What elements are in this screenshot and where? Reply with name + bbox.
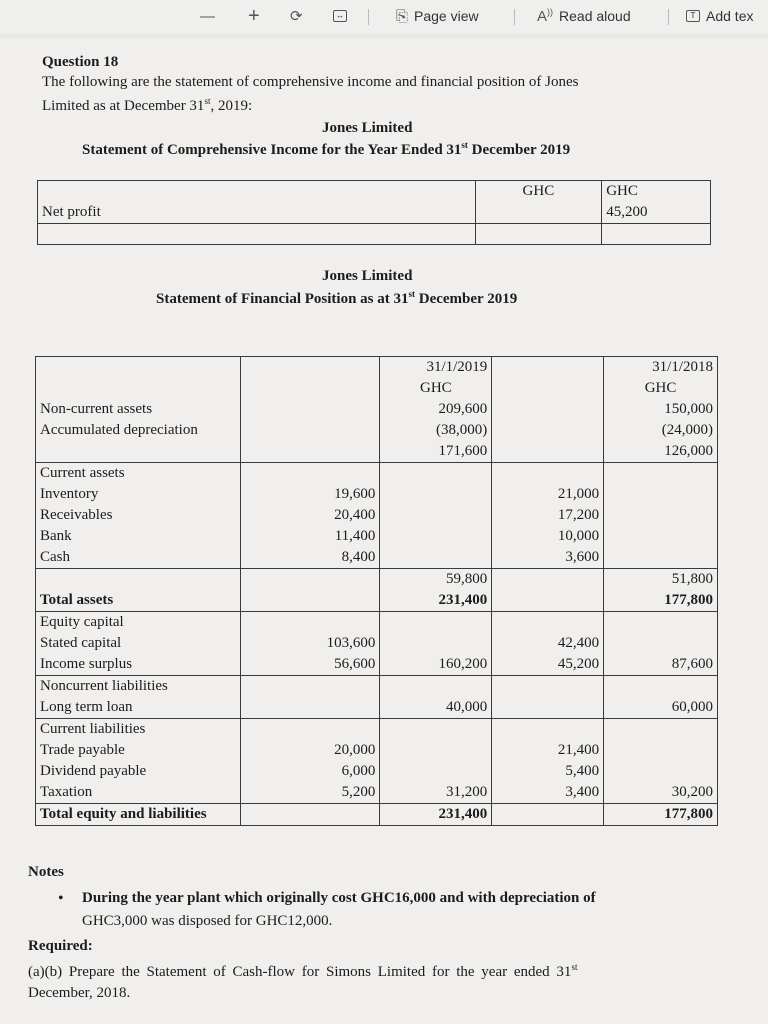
equity-2018-total: 87,600 bbox=[671, 656, 713, 672]
empty-cell bbox=[380, 463, 492, 569]
dividend-payable-2018: 5,400 bbox=[565, 763, 600, 779]
income-col2-header: GHC bbox=[606, 183, 638, 199]
noncurrent-2018-net: 126,000 bbox=[664, 443, 713, 459]
reader-toolbar bbox=[0, 0, 768, 34]
current-assets-heading: Current assets bbox=[40, 465, 125, 481]
col-2019-cell bbox=[380, 357, 492, 463]
dividend-payable-label: Dividend payable bbox=[40, 763, 147, 779]
notes-heading: Notes bbox=[28, 864, 64, 880]
long-term-loan-label: Long term loan bbox=[40, 699, 133, 715]
required-line1: (a)(b) Prepare the Statement of Cash-flow for Simons Limited for the year ended 31st bbox=[28, 962, 578, 980]
income-label-cell bbox=[38, 181, 476, 224]
required-heading: Required: bbox=[28, 938, 93, 954]
date-2019-header: 31/1/2019 bbox=[426, 359, 488, 375]
total-assets-label-cell bbox=[36, 569, 241, 612]
long-term-loan-2018: 60,000 bbox=[671, 699, 713, 715]
bank-2019: 11,400 bbox=[334, 528, 376, 544]
total-equity-label: Total equity and liabilities bbox=[40, 806, 207, 822]
minus-icon: — bbox=[200, 7, 215, 25]
note-line1: During the year plant which originally cost GHC16,000 and with depreciation of bbox=[82, 890, 596, 906]
toolbar-divider bbox=[668, 9, 669, 25]
total-assets-2018: 177,800 bbox=[664, 592, 713, 608]
rotate-icon: ⟳ bbox=[290, 8, 303, 25]
equity-2019-total: 160,200 bbox=[438, 656, 488, 672]
dividend-payable-2019: 6,000 bbox=[341, 763, 376, 779]
current-assets-2019 bbox=[240, 463, 380, 569]
current-assets-2018 bbox=[492, 463, 604, 569]
total-equity-2018-cell bbox=[604, 804, 718, 826]
currency-2018-header: GHC bbox=[644, 380, 677, 396]
toolbar-divider bbox=[368, 9, 369, 25]
stated-capital-label: Stated capital bbox=[40, 635, 122, 651]
noncurrent-2019-net: 171,600 bbox=[438, 443, 488, 459]
read-aloud-icon: A)) bbox=[537, 7, 554, 25]
empty-cell bbox=[240, 676, 380, 719]
zoom-out-button[interactable] bbox=[200, 6, 215, 26]
receivables-label: Receivables bbox=[40, 507, 113, 523]
income-col2-cell bbox=[602, 181, 711, 224]
text-box-icon: T bbox=[686, 10, 700, 22]
cash-label: Cash bbox=[40, 549, 70, 565]
income-surplus-2019: 56,600 bbox=[334, 656, 376, 672]
read-aloud-label: Read aloud bbox=[559, 8, 631, 24]
question-title: Question 18 bbox=[42, 54, 119, 70]
total-assets-2019: 231,400 bbox=[438, 592, 488, 608]
zoom-in-button[interactable] bbox=[248, 6, 260, 26]
income-empty-cell bbox=[475, 224, 602, 245]
income-surplus-2018: 45,200 bbox=[557, 656, 600, 672]
taxation-label: Taxation bbox=[40, 784, 93, 800]
current-liab-2019-total-cell bbox=[380, 719, 492, 804]
empty-cell bbox=[604, 463, 718, 569]
col-2018-cell bbox=[604, 357, 718, 463]
bank-label: Bank bbox=[40, 528, 72, 544]
current-liab-2019-total: 31,200 bbox=[446, 784, 488, 800]
stated-capital-2019: 103,600 bbox=[326, 635, 376, 651]
question-intro-line1: The following are the statement of comprehensive income and financial position of Jones bbox=[42, 74, 579, 90]
income-company: Jones Limited bbox=[322, 120, 413, 136]
loan-2018-cell bbox=[604, 676, 718, 719]
currency-2019-header: GHC bbox=[420, 380, 452, 396]
bullet-icon: • bbox=[58, 890, 64, 907]
total-equity-label-cell bbox=[36, 804, 241, 826]
receivables-2019: 20,400 bbox=[334, 507, 376, 523]
noncurrent-2018-cost: 150,000 bbox=[664, 401, 713, 417]
income-col1-cell bbox=[475, 181, 602, 224]
total-equity-2019-cell bbox=[380, 804, 492, 826]
total-equity-2019: 231,400 bbox=[438, 806, 488, 822]
fit-page-button[interactable] bbox=[333, 6, 347, 26]
page-view-label: Page view bbox=[414, 8, 479, 24]
total-equity-2018: 177,800 bbox=[664, 806, 713, 822]
current-subtotal-2018: 51,800 bbox=[671, 571, 713, 587]
trade-payable-2019: 20,000 bbox=[334, 742, 376, 758]
current-liab-heading: Current liabilities bbox=[40, 721, 146, 737]
noncurrent-2018-depr: (24,000) bbox=[661, 422, 713, 438]
current-subtotal-2019: 59,800 bbox=[446, 571, 488, 587]
rotate-button[interactable] bbox=[290, 6, 303, 26]
noncurrent-2019-depr: (38,000) bbox=[436, 422, 488, 438]
current-liab-2019-items bbox=[240, 719, 380, 804]
cash-2018: 3,600 bbox=[565, 549, 600, 565]
inventory-label: Inventory bbox=[40, 486, 99, 502]
bank-2018: 10,000 bbox=[557, 528, 600, 544]
income-surplus-label: Income surplus bbox=[40, 656, 133, 672]
note-line2: GHC3,000 was disposed for GHC12,000. bbox=[82, 913, 333, 929]
empty-cell bbox=[492, 676, 604, 719]
current-liab-labels bbox=[36, 719, 241, 804]
total-assets-2019-cell bbox=[380, 569, 492, 612]
position-company: Jones Limited bbox=[322, 268, 413, 284]
trade-payable-label: Trade payable bbox=[40, 742, 125, 758]
date-2018-header: 31/1/2018 bbox=[652, 359, 713, 375]
income-empty-cell bbox=[602, 224, 711, 245]
equity-labels bbox=[36, 612, 241, 676]
toolbar-divider bbox=[514, 9, 515, 25]
add-text-label: Add tex bbox=[706, 8, 754, 24]
plus-icon: + bbox=[248, 4, 260, 27]
income-table bbox=[37, 180, 711, 245]
current-liab-2018-items bbox=[492, 719, 604, 804]
income-empty-cell bbox=[38, 224, 476, 245]
noncurrent-liab-labels bbox=[36, 676, 241, 719]
noncurrent-2019-cost: 209,600 bbox=[438, 401, 488, 417]
empty-cell bbox=[492, 569, 604, 612]
position-statement-title: Statement of Financial Position as at 31st December 2019 bbox=[156, 289, 518, 307]
question-intro-line2: Limited as at December 31st, 2019: bbox=[42, 96, 253, 114]
add-text-button[interactable] bbox=[686, 6, 753, 26]
noncurrent-liab-heading: Noncurrent liabilities bbox=[40, 678, 168, 694]
net-profit-label: Net profit bbox=[42, 204, 101, 220]
total-assets-2018-cell bbox=[604, 569, 718, 612]
current-assets-labels bbox=[36, 463, 241, 569]
loan-2019-cell bbox=[380, 676, 492, 719]
read-aloud-button[interactable] bbox=[537, 6, 631, 26]
current-liab-2018-total: 30,200 bbox=[671, 784, 713, 800]
empty-cell bbox=[492, 357, 604, 463]
equity-heading: Equity capital bbox=[40, 614, 124, 630]
trade-payable-2018: 21,400 bbox=[557, 742, 600, 758]
stated-capital-2018: 42,400 bbox=[557, 635, 600, 651]
inventory-2018: 21,000 bbox=[557, 486, 600, 502]
taxation-2018: 3,400 bbox=[565, 784, 600, 800]
equity-2018-total-cell bbox=[604, 612, 718, 676]
non-current-assets-label: Non-current assets bbox=[40, 401, 153, 417]
document-page bbox=[0, 38, 768, 1024]
empty-cell bbox=[240, 569, 380, 612]
income-col1-header: GHC bbox=[522, 183, 555, 199]
equity-2019-items bbox=[240, 612, 380, 676]
empty-cell bbox=[492, 804, 604, 826]
empty-cell bbox=[240, 357, 380, 463]
required-line2: December, 2018. bbox=[28, 985, 131, 1001]
equity-2018-items bbox=[492, 612, 604, 676]
income-statement-title: Statement of Comprehensive Income for the Year Ended 31st December 2019 bbox=[82, 140, 571, 158]
receivables-2018: 17,200 bbox=[557, 507, 600, 523]
page-view-button[interactable] bbox=[396, 6, 479, 26]
equity-2019-total-cell bbox=[380, 612, 492, 676]
total-assets-label: Total assets bbox=[40, 592, 114, 608]
fit-page-icon: ↔ bbox=[333, 10, 347, 22]
long-term-loan-2019: 40,000 bbox=[446, 699, 488, 715]
empty-cell bbox=[240, 804, 380, 826]
page-view-icon: ⎘ bbox=[396, 7, 409, 25]
accumulated-depreciation-label: Accumulated depreciation bbox=[40, 422, 198, 438]
net-profit-value: 45,200 bbox=[606, 204, 648, 220]
taxation-2019: 5,200 bbox=[341, 784, 376, 800]
labels-cell bbox=[36, 357, 241, 463]
cash-2019: 8,400 bbox=[341, 549, 376, 565]
inventory-2019: 19,600 bbox=[334, 486, 376, 502]
financial-position-table bbox=[35, 356, 718, 826]
current-liab-2018-total-cell bbox=[604, 719, 718, 804]
